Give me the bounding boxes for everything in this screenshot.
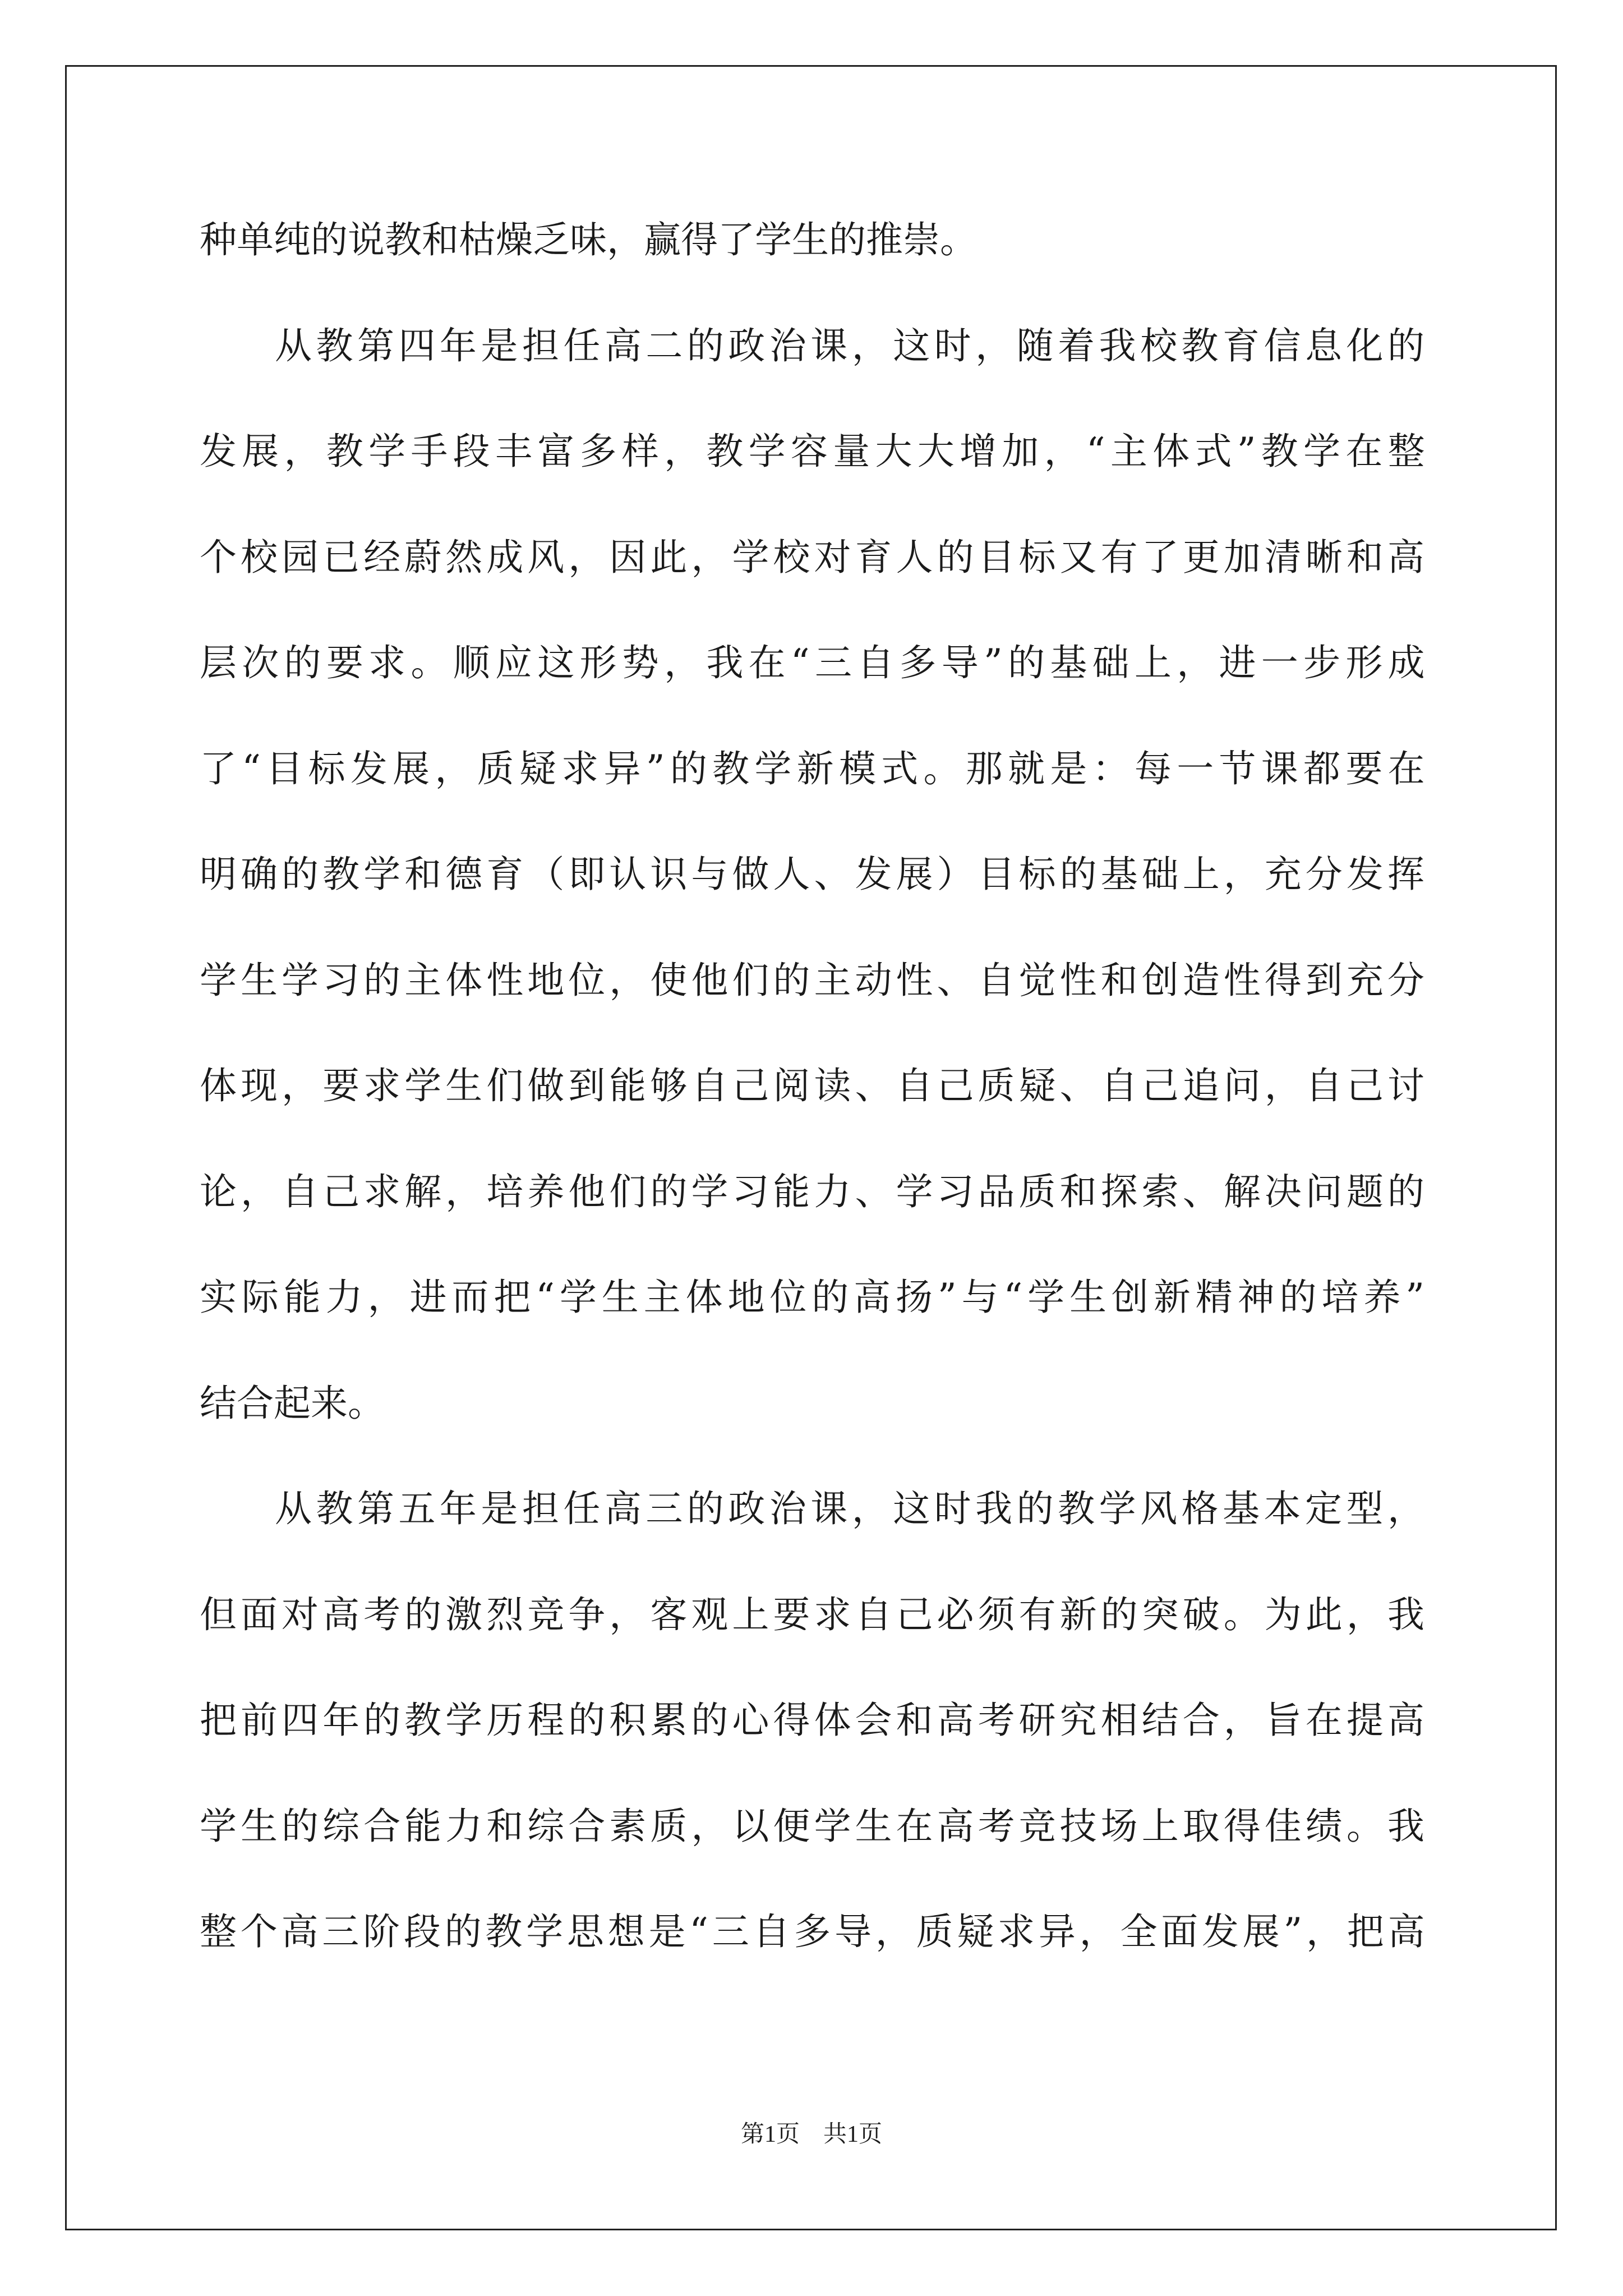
- text-line: 个校园已经蔚然成风，因此，学校对育人的目标又有了更加清晰和高: [200, 536, 1428, 579]
- text-line: 了“目标发展，质疑求异”的教学新模式。那就是：每一节课都要在: [200, 747, 1430, 790]
- text-line: 结合起来。: [200, 1382, 385, 1425]
- text-line: 从教第五年是担任高三的政治课，这时我的教学风格基本定型，: [275, 1487, 1429, 1530]
- text-line: 种单纯的说教和枯燥乏味，赢得了学生的推崇。: [200, 218, 977, 261]
- text-line: 学生的综合能力和综合素质，以便学生在高考竞技场上取得佳绩。我: [200, 1805, 1428, 1848]
- text-line: 学生学习的主体性地位，使他们的主动性、自觉性和创造性得到充分: [200, 959, 1428, 1002]
- text-line: 体现，要求学生们做到能够自己阅读、自己质疑、自己追问，自己讨: [200, 1064, 1428, 1107]
- page-border: [65, 65, 1557, 2230]
- text-line: 实际能力，进而把“学生主体地位的高扬”与“学生创新精神的培养”: [200, 1276, 1430, 1319]
- text-line: 论，自己求解，培养他们的学习能力、学习品质和探索、解决问题的: [200, 1170, 1428, 1213]
- text-line: 明确的教学和德育（即认识与做人、发展）目标的基础上，充分发挥: [200, 853, 1428, 896]
- text-line: 整个高三阶段的教学思想是“三自多导，质疑求异，全面发展”，把高: [200, 1910, 1429, 1953]
- text-line: 发展，教学手段丰富多样，教学容量大大增加，“主体式”教学在整: [200, 430, 1430, 473]
- page-footer: 第1页 共1页: [740, 2122, 882, 2147]
- text-line: 把前四年的教学历程的积累的心得体会和高考研究相结合，旨在提高: [200, 1699, 1428, 1742]
- text-line: 但面对高考的激烈竞争，客观上要求自己必须有新的突破。为此，我: [200, 1593, 1428, 1636]
- text-line: 从教第四年是担任高二的政治课，这时，随着我校教育信息化的: [275, 324, 1429, 367]
- text-line: 层次的要求。顺应这形势，我在“三自多导”的基础上，进一步形成: [200, 641, 1430, 684]
